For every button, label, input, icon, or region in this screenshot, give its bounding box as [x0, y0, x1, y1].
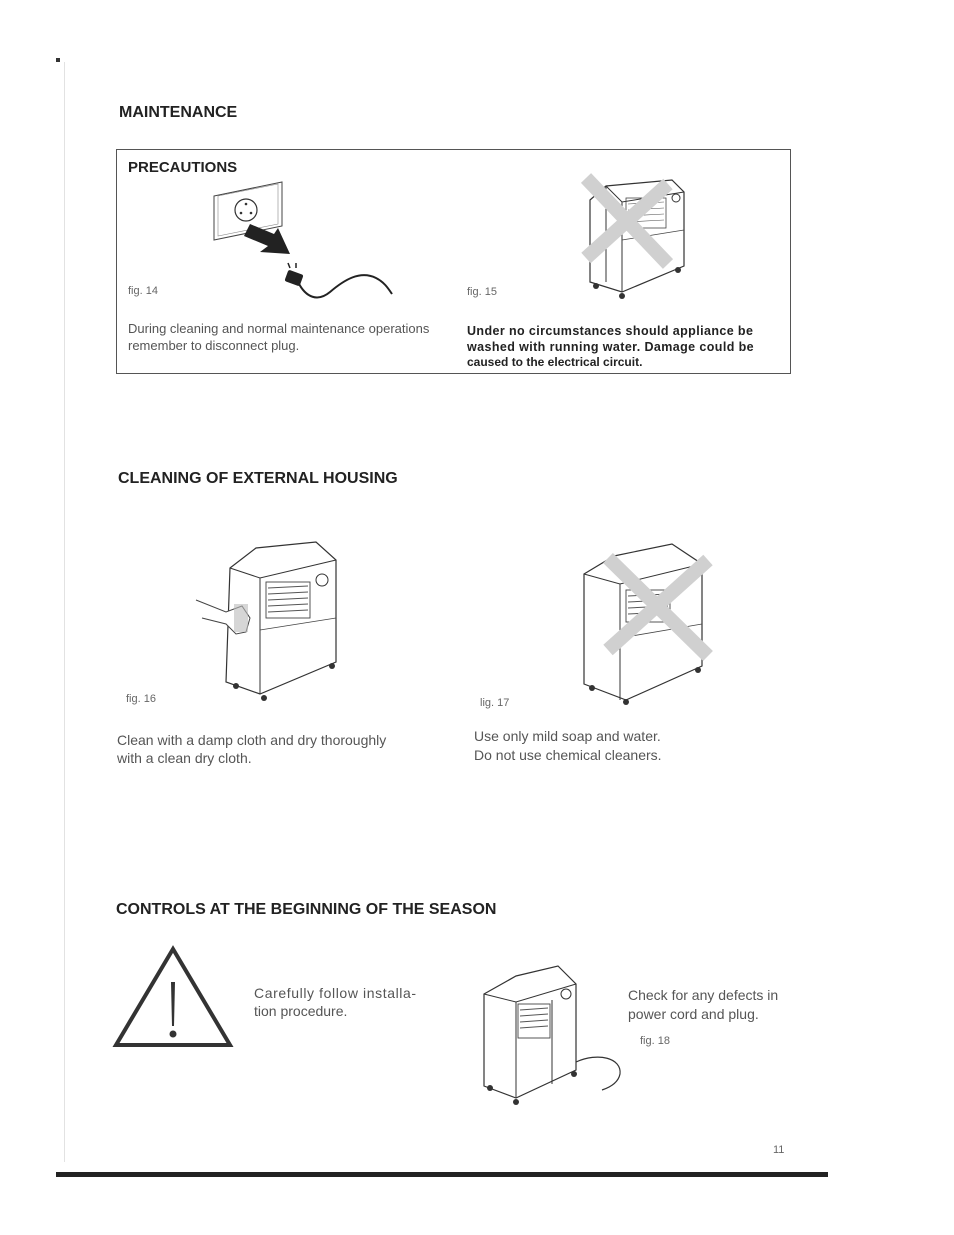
fig15-label: fig. 15 [467, 286, 497, 298]
fig16-label: fig. 16 [126, 693, 156, 705]
cleaning-heading: CLEANING OF EXTERNAL HOUSING [118, 470, 398, 487]
fig18-caption-line2: power cord and plug. [628, 1006, 759, 1022]
precautions-heading: PRECAUTIONS [128, 159, 238, 176]
fig18-label: fig. 18 [640, 1035, 670, 1047]
fig16-caption-line2: with a clean dry cloth. [117, 750, 252, 766]
fig15-caption-line1: Under no circumstances should appliance be [467, 324, 754, 338]
maintenance-heading: MAINTENANCE [119, 104, 238, 121]
page-number: 11 [773, 1144, 785, 1156]
appliance-cleaning-icon [196, 538, 346, 704]
warning-caption-line2: tion procedure. [254, 1003, 348, 1019]
wall-socket-icon [212, 180, 292, 260]
warning-caption-line1: Carefully follow installa- [254, 985, 417, 1001]
fig17-label: lig. 17 [480, 697, 510, 709]
warning-triangle-icon [113, 946, 233, 1048]
fig14-label: fig. 14 [128, 285, 158, 297]
fig18-caption-line1: Check for any defects in [628, 987, 779, 1003]
fig17-caption-line2: Do not use chemical cleaners. [474, 747, 662, 763]
fig16-caption-line1: Clean with a damp cloth and dry thoroughly [117, 732, 387, 748]
page-edge-line [64, 62, 65, 1162]
fig14-caption-line1: During cleaning and normal maintenance operations [128, 321, 430, 336]
fig14-caption-line2: remember to disconnect plug. [128, 338, 300, 353]
controls-heading: CONTROLS AT THE BEGINNING OF THE SEASON [116, 901, 497, 918]
scan-mark [56, 58, 60, 62]
crossed-appliance-icon [576, 170, 696, 306]
plug-cord-icon [284, 262, 396, 304]
fig15-caption-line2: washed with running water. Damage could be [467, 340, 754, 354]
crossed-appliance-icon-2 [580, 538, 716, 706]
appliance-cord-icon [478, 962, 626, 1104]
page-bottom-rule [56, 1172, 828, 1177]
fig15-caption-line3: caused to the electrical circuit. [467, 355, 643, 369]
fig17-caption-line1: Use only mild soap and water. [474, 728, 661, 744]
